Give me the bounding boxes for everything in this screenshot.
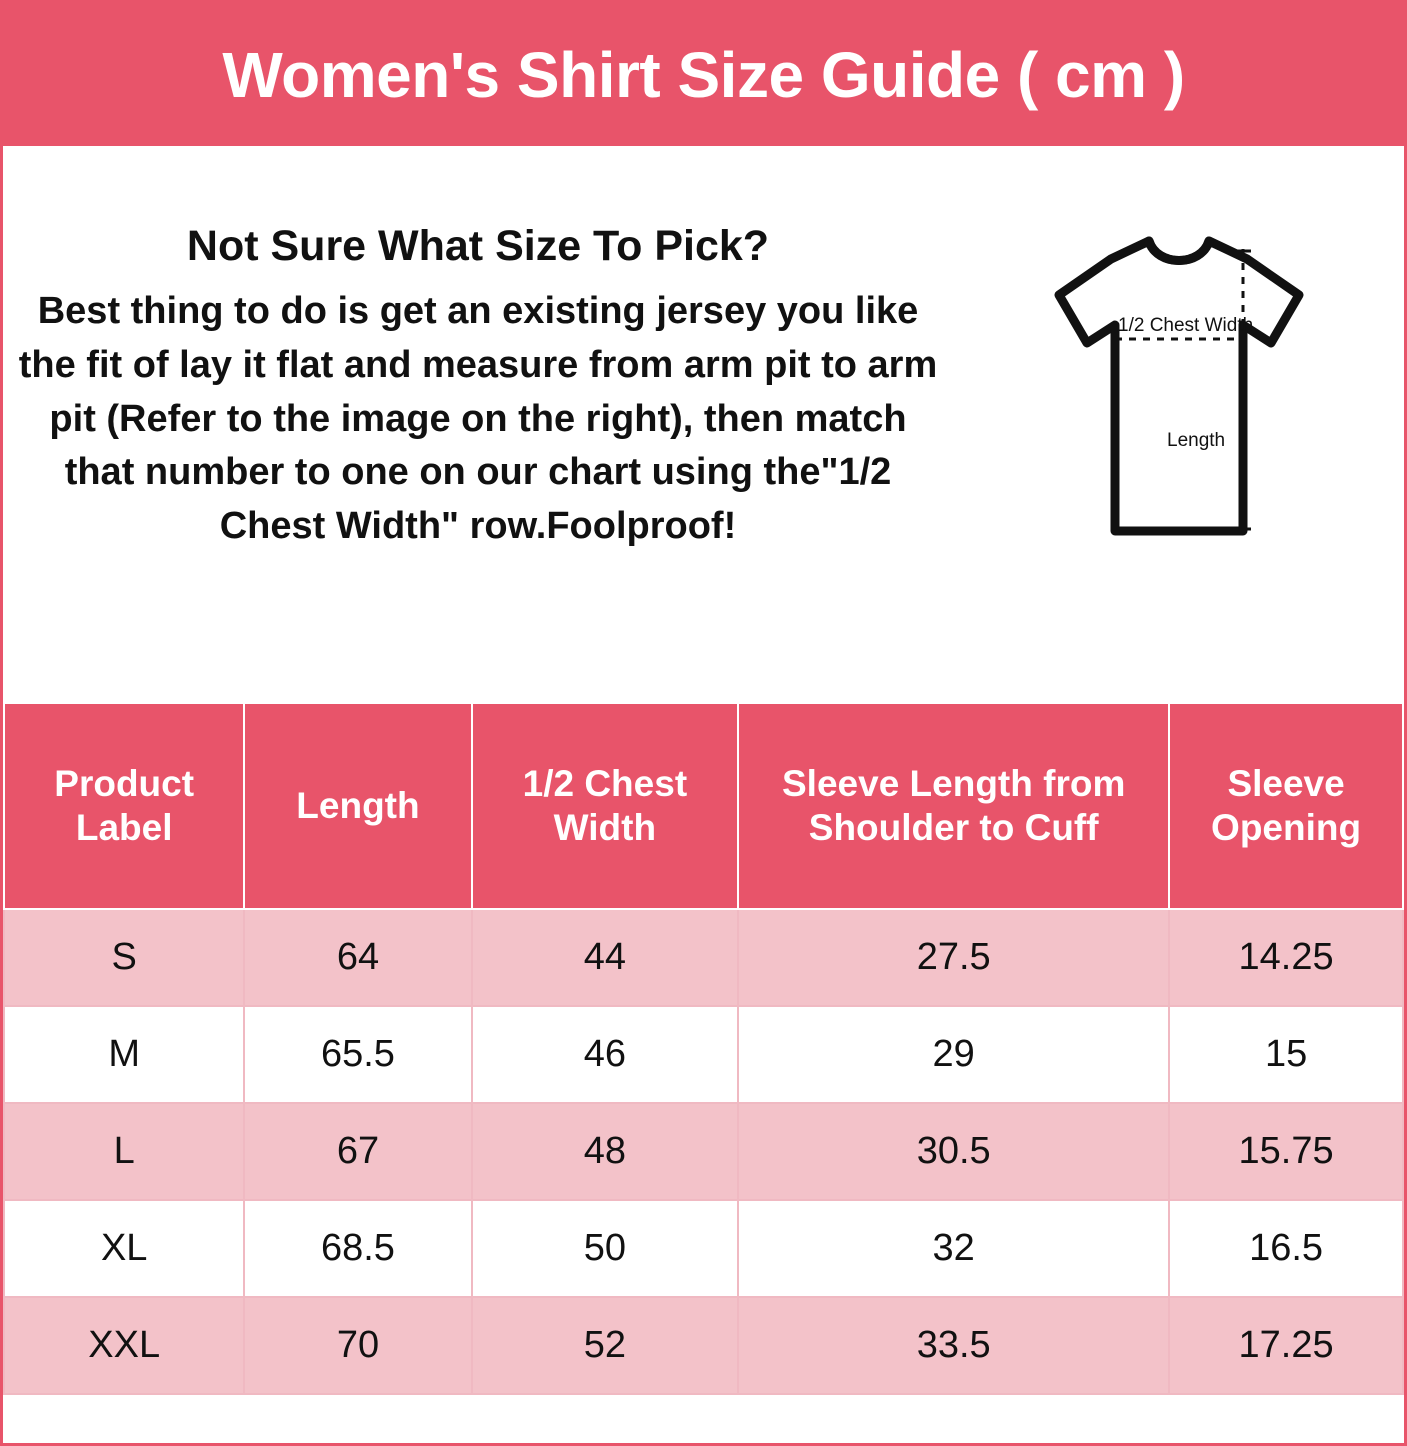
- column-header-sleeve-length: Sleeve Length from Shoulder to Cuff: [738, 703, 1169, 909]
- cell-chest-width: 48: [472, 1103, 739, 1200]
- cell-length: 67: [244, 1103, 471, 1200]
- table-header: [4, 703, 1403, 909]
- page-title: Women's Shirt Size Guide ( cm ): [222, 38, 1185, 111]
- cell-chest-width: 50: [472, 1200, 739, 1297]
- cell-length: 70: [244, 1297, 471, 1394]
- table-row: [4, 1103, 1403, 1200]
- cell-sleeve-length: 32: [738, 1200, 1169, 1297]
- cell-sleeve-length: 29: [738, 1006, 1169, 1103]
- column-header-chest-width: 1/2 Chest Width: [472, 703, 739, 909]
- tshirt-icon: [999, 221, 1359, 561]
- cell-product-label: L: [4, 1103, 244, 1200]
- column-header-product-label: Product Label: [4, 703, 244, 909]
- table-row: [4, 1297, 1403, 1394]
- column-header-length: Length: [244, 703, 471, 909]
- cell-chest-width: 46: [472, 1006, 739, 1103]
- cell-length: 68.5: [244, 1200, 471, 1297]
- cell-product-label: M: [4, 1006, 244, 1103]
- cell-sleeve-opening: 17.25: [1169, 1297, 1403, 1394]
- info-body: Best thing to do is get an existing jersey you like the fit of lay it flat and measure from arm pit to arm pit (Refer to the image on the right), then match that number to one on our chart using the"1/2 Chest Width" row.Foolproof!: [18, 289, 938, 548]
- table-header-row: [4, 703, 1403, 909]
- cell-chest-width: 44: [472, 909, 739, 1006]
- cell-sleeve-length: 33.5: [738, 1297, 1169, 1394]
- column-header-sleeve-opening: Sleeve Opening: [1169, 703, 1403, 909]
- length-label: Length: [1166, 430, 1225, 451]
- cell-sleeve-opening: 16.5: [1169, 1200, 1403, 1297]
- size-chart-table: [3, 702, 1404, 1395]
- info-text-block: [3, 146, 953, 554]
- cell-product-label: S: [4, 909, 244, 1006]
- shirt-diagram: [953, 146, 1404, 561]
- cell-length: 65.5: [244, 1006, 471, 1103]
- table-row: [4, 1006, 1403, 1103]
- cell-sleeve-length: 27.5: [738, 909, 1169, 1006]
- cell-sleeve-opening: 15: [1169, 1006, 1403, 1103]
- table-row: [4, 909, 1403, 1006]
- table-body: [4, 909, 1403, 1394]
- cell-length: 64: [244, 909, 471, 1006]
- cell-sleeve-opening: 14.25: [1169, 909, 1403, 1006]
- info-section: [3, 146, 1404, 702]
- cell-sleeve-opening: 15.75: [1169, 1103, 1403, 1200]
- cell-product-label: XL: [4, 1200, 244, 1297]
- cell-sleeve-length: 30.5: [738, 1103, 1169, 1200]
- cell-product-label: XXL: [4, 1297, 244, 1394]
- info-heading: Not Sure What Size To Pick?: [186, 222, 770, 270]
- table-row: [4, 1200, 1403, 1297]
- cell-chest-width: 52: [472, 1297, 739, 1394]
- chest-width-label: 1/2 Chest Width: [1117, 315, 1253, 336]
- page-title-bar: [3, 3, 1404, 146]
